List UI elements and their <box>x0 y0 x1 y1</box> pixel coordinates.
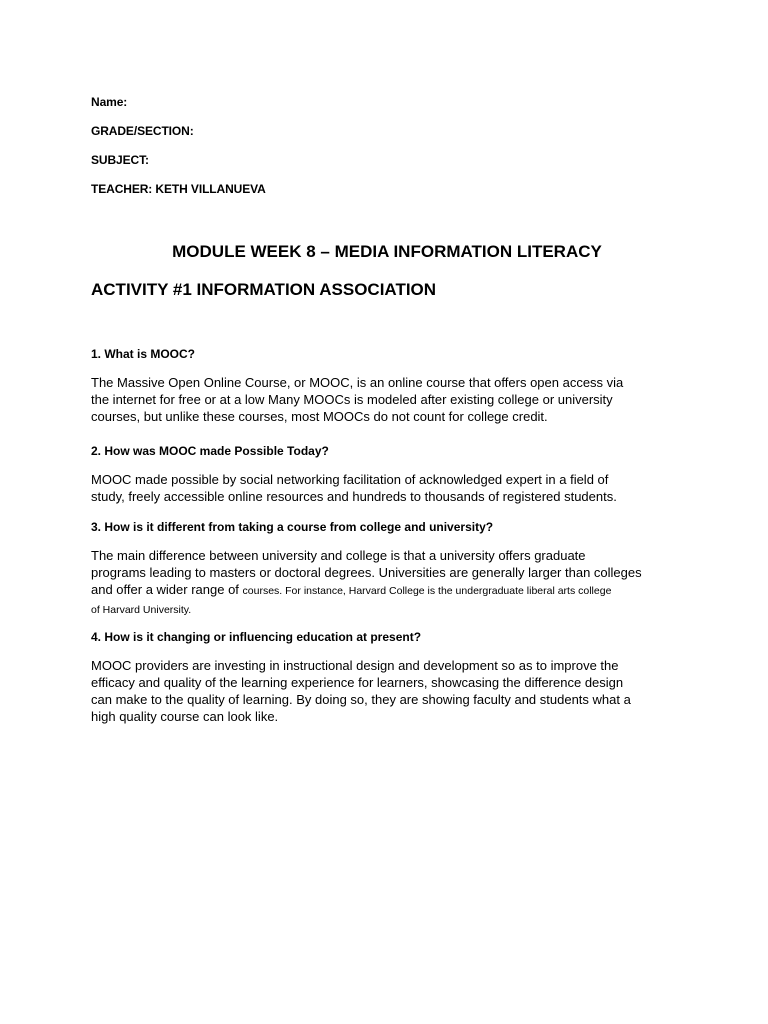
answer-1 <box>91 374 681 425</box>
module-title: MODULE WEEK 8 – MEDIA INFORMATION LITERACY <box>172 242 602 261</box>
answer-4-line-3: can make to the quality of learning. By doing so, they are showing faculty and students what a <box>91 692 631 707</box>
teacher-label: TEACHER: KETH VILLANUEVA <box>91 182 266 196</box>
question-1: 1. What is MOOC? <box>91 347 196 361</box>
grade-section-label: GRADE/SECTION: <box>91 124 194 138</box>
answer-2 <box>91 471 681 505</box>
activity-title: ACTIVITY #1 INFORMATION ASSOCIATION <box>91 280 437 299</box>
answer-4-line-1: MOOC providers are investing in instructional design and development so as to improve the <box>91 658 619 673</box>
answer-4-line-4: high quality course can look like. <box>91 709 279 724</box>
answer-4-line-2: efficacy and quality of the learning experience for learners, showcasing the difference design <box>91 675 624 690</box>
answer-1-line-2: the internet for free or at a low Many MOOCs is modeled after existing college or university <box>91 392 613 407</box>
answer-3-line-2: programs leading to masters or doctoral degrees. Universities are generally larger than colleges <box>91 565 642 580</box>
subject-label: SUBJECT: <box>91 153 149 167</box>
answer-3-line-1: The main difference between university and college is that a university offers graduate <box>91 548 586 563</box>
answer-1-line-1: The Massive Open Online Course, or MOOC, is an online course that offers open access via <box>91 375 624 390</box>
question-2: 2. How was MOOC made Possible Today? <box>91 444 329 458</box>
question-4: 4. How is it changing or influencing education at present? <box>91 630 422 644</box>
answer-3-line-4: of Harvard University. <box>91 604 192 616</box>
answer-3-line-3: and offer a wider range of <box>91 582 239 597</box>
answer-2-line-2: study, freely accessible online resources and hundreds to thousands of registered students. <box>91 489 617 504</box>
answer-3-line-3b: courses. For instance, Harvard College is the undergraduate liberal arts college <box>242 585 612 597</box>
question-3: 3. How is it different from taking a course from college and university? <box>91 520 494 534</box>
answer-2-line-1: MOOC made possible by social networking facilitation of acknowledged expert in a field of <box>91 472 609 487</box>
answer-3 <box>91 547 681 619</box>
name-label: Name: <box>91 95 128 109</box>
answer-1-line-3: courses, but unlike these courses, most MOOCs do not count for college credit. <box>91 409 548 424</box>
answer-4 <box>91 657 681 725</box>
